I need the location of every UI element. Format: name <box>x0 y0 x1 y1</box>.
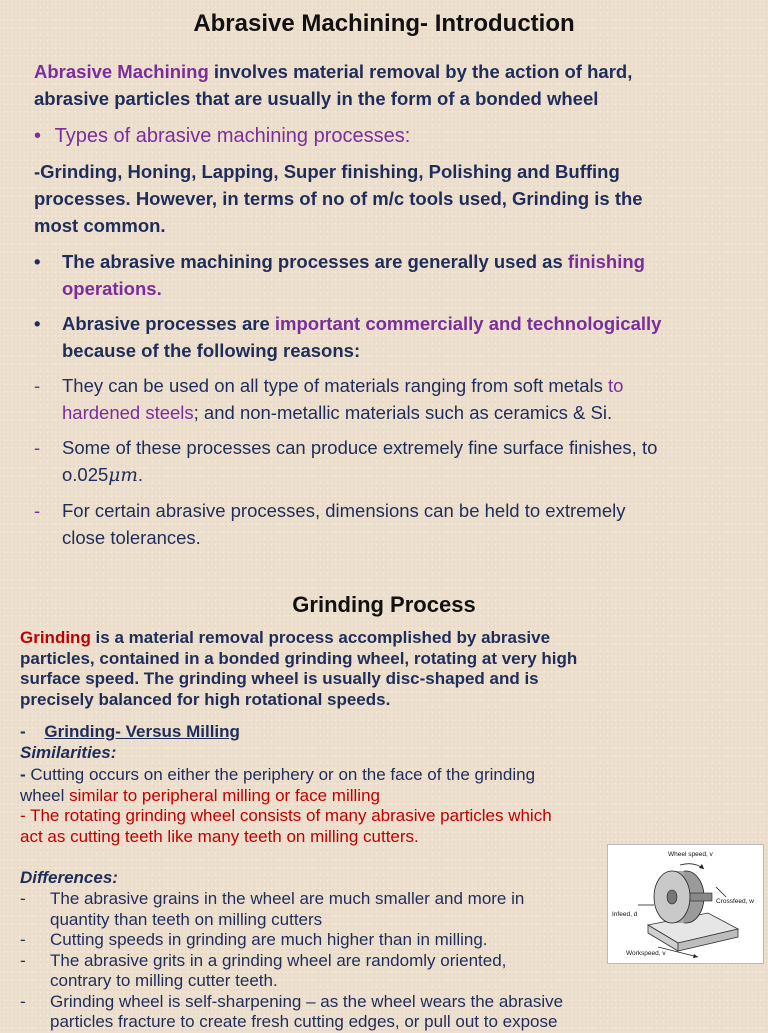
bullet-important <box>62 310 762 364</box>
r1-line2-b: ; and non-metallic materials such as ceramics & Si. <box>193 402 613 423</box>
r1-line1-b: to <box>608 375 624 396</box>
b3-line2: because of the following reasons: <box>62 340 361 361</box>
r3-line2: close tolerances. <box>62 527 201 548</box>
crossfeed-arrow <box>716 887 726 897</box>
intro-paragraph <box>34 58 764 112</box>
dash-marker: - <box>20 930 26 949</box>
intro-line1: involves material removal by the action of hard, <box>208 61 633 82</box>
dash-marker: - <box>20 722 26 741</box>
types-line1: -Grinding, Honing, Lapping, Super finishing, Polishing and Buffing <box>34 161 620 182</box>
label-infeed: Infeed, d <box>612 911 638 918</box>
d2-line1: Cutting speeds in grinding are much higher than in milling. <box>50 930 488 949</box>
slide1-title: Abrasive Machining- Introduction <box>193 10 575 37</box>
dash-marker: - <box>34 375 41 396</box>
differences-list <box>20 889 640 1033</box>
b2-line1-a: The abrasive machining processes are generally used as <box>62 251 568 272</box>
intro-line2: abrasive particles that are usually in the form of a bonded wheel <box>34 88 599 109</box>
gv-heading: Grinding- Versus Milling <box>44 722 240 741</box>
label-crossfeed: Crossfeed, w <box>716 898 754 905</box>
b3-line1-b: important commercially and technologically <box>274 313 662 334</box>
r3-line1: For certain abrasive processes, dimensions can be held to extremely <box>62 500 626 521</box>
similarity-2 <box>20 806 660 847</box>
wheel-hub <box>667 890 677 904</box>
b3-line1-a: Abrasive processes are <box>62 313 275 334</box>
label-wheel-speed: Wheel speed, v <box>668 851 713 858</box>
b2-line2: operations. <box>62 278 162 299</box>
r2-line2: o.025 <box>62 464 109 485</box>
def-line3: surface speed. The grinding wheel is usually disc-shaped and is <box>20 669 539 688</box>
d1-line1: The abrasive grains in the wheel are much smaller and more in <box>50 889 525 908</box>
reason-3 <box>62 497 762 551</box>
slide2-title: Grinding Process <box>292 592 476 617</box>
similarity-1 <box>20 765 640 806</box>
similarities-label: Similarities: <box>20 743 117 762</box>
r2-end: . <box>137 464 144 485</box>
dash-marker: - <box>34 437 41 458</box>
r1-line1-a: They can be used on all type of materials ranging from soft metals <box>62 375 609 396</box>
dash-marker: - <box>34 500 41 521</box>
b2-line1-b: finishing <box>567 251 645 272</box>
sim1-line1: Cutting occurs on either the periphery or on the face of the grinding <box>30 765 536 784</box>
types-heading-text: Types of abrasive machining processes: <box>54 125 411 147</box>
types-line2: processes. However, in terms of no of m/c tools used, Grinding is the <box>34 188 643 209</box>
d4-line1: Grinding wheel is self-sharpening – as the wheel wears the abrasive <box>50 991 564 1011</box>
arrowhead <box>693 954 698 958</box>
types-heading <box>34 123 410 149</box>
difference-2 <box>20 930 640 951</box>
reason-2 <box>62 434 762 489</box>
gv-heading-row <box>20 721 240 742</box>
dash-marker: - <box>20 991 26 1011</box>
dash-marker: - <box>20 889 26 908</box>
r1-line2-a: hardened steels <box>62 402 194 423</box>
label-workspeed: Workspeed, v <box>626 950 666 957</box>
d4-line2: particles fracture to create fresh cutting edges, or pull out to expose <box>50 1012 558 1031</box>
dash-marker: - <box>20 950 26 970</box>
def-line4: precisely balanced for high rotational speeds. <box>20 689 391 709</box>
grinding-wheel-figure <box>607 844 764 964</box>
bullet-finishing <box>62 248 762 302</box>
def-line2: particles, contained in a bonded grinding wheel, rotating at very high <box>20 648 578 668</box>
spindle <box>690 893 712 901</box>
sim1-line2-b: similar to peripheral milling or face milling <box>69 785 380 805</box>
sim2-line1: - The rotating grinding wheel consists of many abrasive particles which <box>20 806 552 825</box>
grinding-definition <box>20 628 660 710</box>
r2-line1: Some of these processes can produce extremely fine surface finishes, to <box>62 437 658 458</box>
sim2-line2: act as cutting teeth like many teeth on milling cutters. <box>20 826 419 846</box>
difference-4 <box>20 992 640 1033</box>
sim1-line2-a: wheel <box>20 785 70 805</box>
bullet-dot: • <box>34 125 42 147</box>
types-line3: most common. <box>34 215 166 236</box>
d1-line2: quantity than teeth on milling cutters <box>50 909 323 929</box>
difference-3 <box>20 951 640 992</box>
d3-line2: contrary to milling cutter teeth. <box>50 971 278 990</box>
grinding-wheel-diagram <box>608 845 763 963</box>
difference-1 <box>20 889 640 930</box>
types-paragraph <box>34 158 764 239</box>
def-term: Grinding <box>20 628 91 647</box>
bullet-dot: • <box>34 313 41 334</box>
def-line1: is a material removal process accomplished by abrasive <box>90 628 551 647</box>
dash-marker: - <box>20 765 31 784</box>
intro-term: Abrasive Machining <box>34 61 209 82</box>
reason-1 <box>62 372 762 426</box>
d3-line1: The abrasive grits in a grinding wheel are randomly oriented, <box>50 950 507 970</box>
r2-unit: μm <box>108 465 138 486</box>
differences-label: Differences: <box>20 868 118 887</box>
bullet-dot: • <box>34 251 41 272</box>
